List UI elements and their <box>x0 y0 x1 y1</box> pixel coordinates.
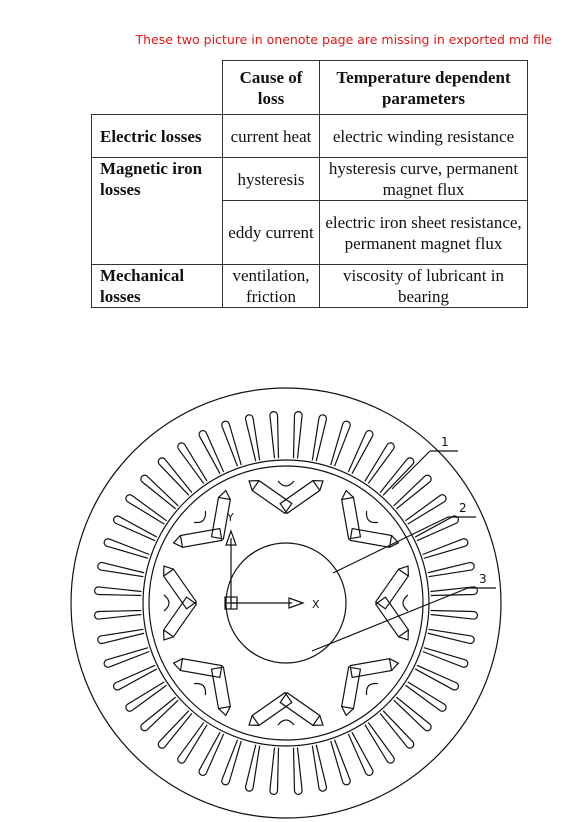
leader-line-3 <box>312 588 468 651</box>
stator-slot <box>97 562 144 579</box>
stator-slot <box>97 628 144 645</box>
stator-slot <box>94 609 141 620</box>
row-params: electric iron sheet resistance, permanent magnet flux <box>320 201 528 265</box>
stator-slot <box>422 538 469 560</box>
label-3: 3 <box>479 572 487 586</box>
stator-slot <box>414 664 459 692</box>
missing-pictures-note: These two picture in onenote page are missing in exported md file <box>135 32 552 47</box>
row-category: Electric losses <box>92 115 223 158</box>
stator-slot <box>245 414 262 461</box>
table-row <box>92 265 528 308</box>
stator-slot <box>112 664 157 692</box>
magnet-bridge <box>363 511 378 526</box>
label-2: 2 <box>459 501 467 515</box>
stator-slot <box>363 441 395 484</box>
magnet-bridge <box>194 511 209 526</box>
header-cause: Cause of loss <box>223 61 320 115</box>
loss-table <box>91 60 528 308</box>
row-category: Mechanical losses <box>92 265 223 308</box>
label-1: 1 <box>441 435 449 449</box>
stator-slot <box>270 747 281 794</box>
magnet-bridge <box>363 680 378 695</box>
magnet-bridge <box>164 595 169 611</box>
stator-slot <box>176 441 208 484</box>
stator-slot <box>311 414 328 461</box>
axis-label-y: Y <box>227 511 234 524</box>
stator-slot <box>427 562 474 579</box>
stator-slot <box>124 493 167 525</box>
stator-slot <box>103 538 150 560</box>
leader-line-2 <box>333 517 448 573</box>
stator-slot <box>198 429 226 474</box>
stator-slot <box>221 739 243 786</box>
table-row <box>92 158 528 201</box>
table-header-row <box>92 61 528 115</box>
row-category: Magnetic iron losses <box>92 158 223 265</box>
stator-slot <box>347 731 375 776</box>
magnet-bridge <box>403 595 408 611</box>
stator-slot <box>404 680 447 712</box>
stator-slot <box>292 411 303 458</box>
stator-slot <box>94 587 141 598</box>
row-params: hysteresis curve, permanent magnet flux <box>320 158 528 201</box>
motor-cross-section-diagram <box>0 360 568 822</box>
stator-slot <box>329 420 351 467</box>
stator-slot <box>198 731 226 776</box>
stator-slot <box>430 609 477 620</box>
stator-slot <box>414 515 459 543</box>
axis-label-x: X <box>312 598 320 611</box>
stator-slot <box>221 420 243 467</box>
header-blank-cell <box>92 61 223 115</box>
stator-slot <box>427 628 474 645</box>
magnet-bridge <box>278 720 294 725</box>
row-cause: hysteresis <box>223 158 320 201</box>
stator-slot <box>112 515 157 543</box>
stator-slot <box>245 744 262 791</box>
stator-slot <box>270 411 281 458</box>
header-params: Temperature dependent parameters <box>320 61 528 115</box>
magnet-bridge <box>194 680 209 695</box>
stator-slot <box>329 739 351 786</box>
stator-slot <box>124 680 167 712</box>
stator-slot <box>422 646 469 668</box>
stator-slot <box>311 744 328 791</box>
stator-slot <box>103 646 150 668</box>
stator-slot <box>363 721 395 764</box>
stator-slot <box>292 747 303 794</box>
row-params: viscosity of lubricant in bearing <box>320 265 528 308</box>
stator-slot <box>176 721 208 764</box>
row-params: electric winding resistance <box>320 115 528 158</box>
table-row <box>92 115 528 158</box>
stator-slot <box>347 429 375 474</box>
row-cause: ventilation, friction <box>223 265 320 308</box>
row-cause: current heat <box>223 115 320 158</box>
magnet-bridge <box>278 481 294 486</box>
row-cause: eddy current <box>223 201 320 265</box>
